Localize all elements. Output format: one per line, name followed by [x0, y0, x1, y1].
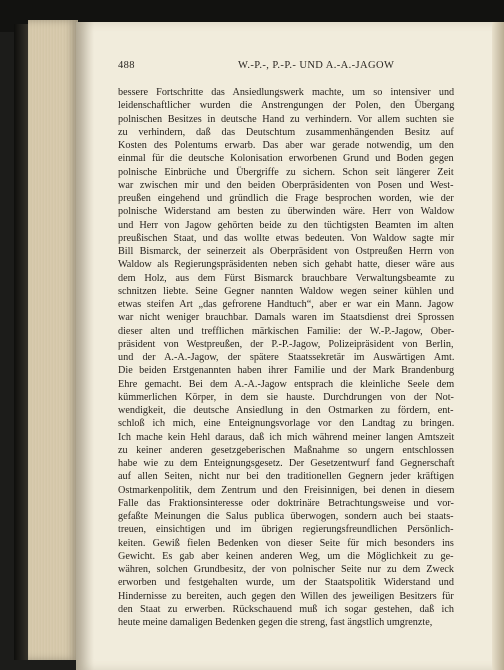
page-right-edge: [492, 22, 504, 670]
text-line: zu keiner anderen gesetzgeberischen Maßnahme so ungern entschlossen: [118, 444, 454, 456]
text-line: kümmerlichen Körper, in dem sie hauste. Durchdrungen von der Not-: [118, 391, 454, 403]
text-line: wendigkeit, die deutsche Ansiedlung in den Ostmarken zu fördern, ent-: [118, 405, 454, 416]
text-line: Ostmarkenpolitik, dem Zentrum und den Freisinnigen, bei denen in diesem: [118, 484, 455, 496]
text-line: polnische Einbrüche und Übergriffe zu sichern. Schon seit längerer Zeit: [118, 166, 454, 178]
gutter-shadow: [76, 22, 94, 670]
text-line: dem Holz, aus dem Fürst Bismarck brauchbare Verwaltungsbeamte zu: [118, 272, 455, 284]
text-line: heute meine damaligen Bedenken gegen die streng, fast ängstlich umgrenzte,: [118, 617, 433, 628]
text-line: Bill Bismarck, der seinerzeit als Oberpräsident von Ostpreußen Herrn von: [118, 246, 455, 257]
text-line: habe wie zu dem Enteignungsgesetz. Der Gesetzentwurf fand Gegnerschaft: [118, 458, 455, 469]
text-line: Kosten des Polentums erwarb. Das aber war gerade notwendig, um den: [118, 140, 454, 151]
text-line: und Herr von Jagow gehörten beide zu den tüchtigsten Beamten im alten: [118, 219, 454, 231]
page-edges: [28, 20, 78, 660]
text-line: den Staat zu erwerben. Rückschauend muß ich sogar gestehen, daß ich: [118, 603, 454, 615]
text-line: Waldow als Regierungspräsidenten neben sich gehabt hatte, dieser wäre aus: [118, 259, 455, 271]
text-line: Die beiden Erstgenannten haben ihrer Familie und der Mark Brandenburg: [118, 365, 455, 377]
text-line: Falle das Fraktionsinteresse oder doktrinäre Betrachtungsweise und vor-: [118, 497, 454, 509]
text-line: preußischen Staat, und das wollte etwas bedeuten. Von Waldow sagte mir: [118, 232, 455, 244]
text-line: einmal für die deutsche Kolonisation erworbenen Grund und Boden gegen: [118, 153, 454, 165]
text-line: erworben und festgehalten wurde, um der Staatspolitik Widerstand und: [118, 577, 454, 589]
body-text: [118, 86, 454, 629]
text-line: polnische Widerstand am besten zu überwinden wäre. Herr von Waldow: [118, 206, 455, 218]
text-line: schloß ich mich, eine Enteignungsvorlage vor den Landtag zu bringen.: [118, 418, 455, 430]
page-header: [118, 60, 450, 76]
page-number: 488: [118, 60, 135, 71]
text-line: präsident von Westpreußen, der P.-P.-Jagow, Polizeipräsident von Berlin,: [118, 338, 454, 350]
text-line: Ich mache kein Hehl daraus, daß ich mich während meiner langen Amtszeit: [118, 431, 455, 443]
text-line: dieser alten und trefflichen märkischen Familie: der W.-P.-Jagow, Ober-: [118, 325, 455, 337]
text-line: Ehre gemacht. Bei dem A.-A.-Jagow entsprach die kleinliche Seele dem: [118, 378, 455, 390]
running-head: W.-P.-, P.-P.- UND A.-A.-JAGOW: [238, 60, 395, 71]
text-line: Hindernisse zu bereiten, auch gegen den Willen des jeweiligen Besitzers für: [118, 590, 454, 602]
text-line: zu verhindern, daß das Deutschtum zusammenhängenden Besitz auf: [118, 126, 454, 138]
text-line: auf allen Seiten, nicht nur bei den traditionellen Gegnern jeder kräftigen: [118, 471, 454, 483]
text-line: preußen eingehend und gründlich die Frage besprochen worden, wie der: [118, 193, 454, 204]
text-line: treuen, einsichtigen und im übrigen regierungsfreundlichen Persönlich-: [118, 524, 454, 536]
text-line: währen, solchen Grundbesitz, der von polnischer Seite nur zu dem Zweck: [118, 564, 455, 575]
text-line: war nicht weniger brauchbar. Damals waren im Staatsdienst drei Sprossen: [118, 312, 455, 324]
text-line: leidenschaftlicher wurden die Anstrengungen der Polen, den Übergang: [118, 100, 455, 112]
text-line: und der A.-A.-Jagow, der spätere Staatssekretär im Auswärtigen Amt.: [118, 352, 455, 363]
text-line: polnischen Besitzes in deutsche Hand zu verhindern. Vor allem suchten sie: [118, 113, 454, 125]
text-line: keiten. Gewiß fielen Bedenken von dieser Seite für mich besonders ins: [118, 537, 454, 549]
text-line: schnitzen liebte. Seine Gegner nannten Waldow wegen seiner kühlen und: [118, 285, 454, 297]
text-line: etwas steifen Art „das gefrorene Handtuch“, aber er war ein Mann. Jagow: [118, 299, 454, 310]
text-line: Gewicht. Es gab aber keinen anderen Weg, um die Möglichkeit zu ge-: [118, 550, 454, 562]
text-line: gefaßte Meinungen die Salus publica überwogen, sondern auch bei staats-: [118, 511, 454, 522]
text-line: bessere Fortschritte das Ansiedlungswerk machte, um so intensiver und: [118, 87, 455, 98]
text-line: war zwischen mir und den beiden Oberpräsidenten von Posen und West-: [118, 179, 454, 191]
